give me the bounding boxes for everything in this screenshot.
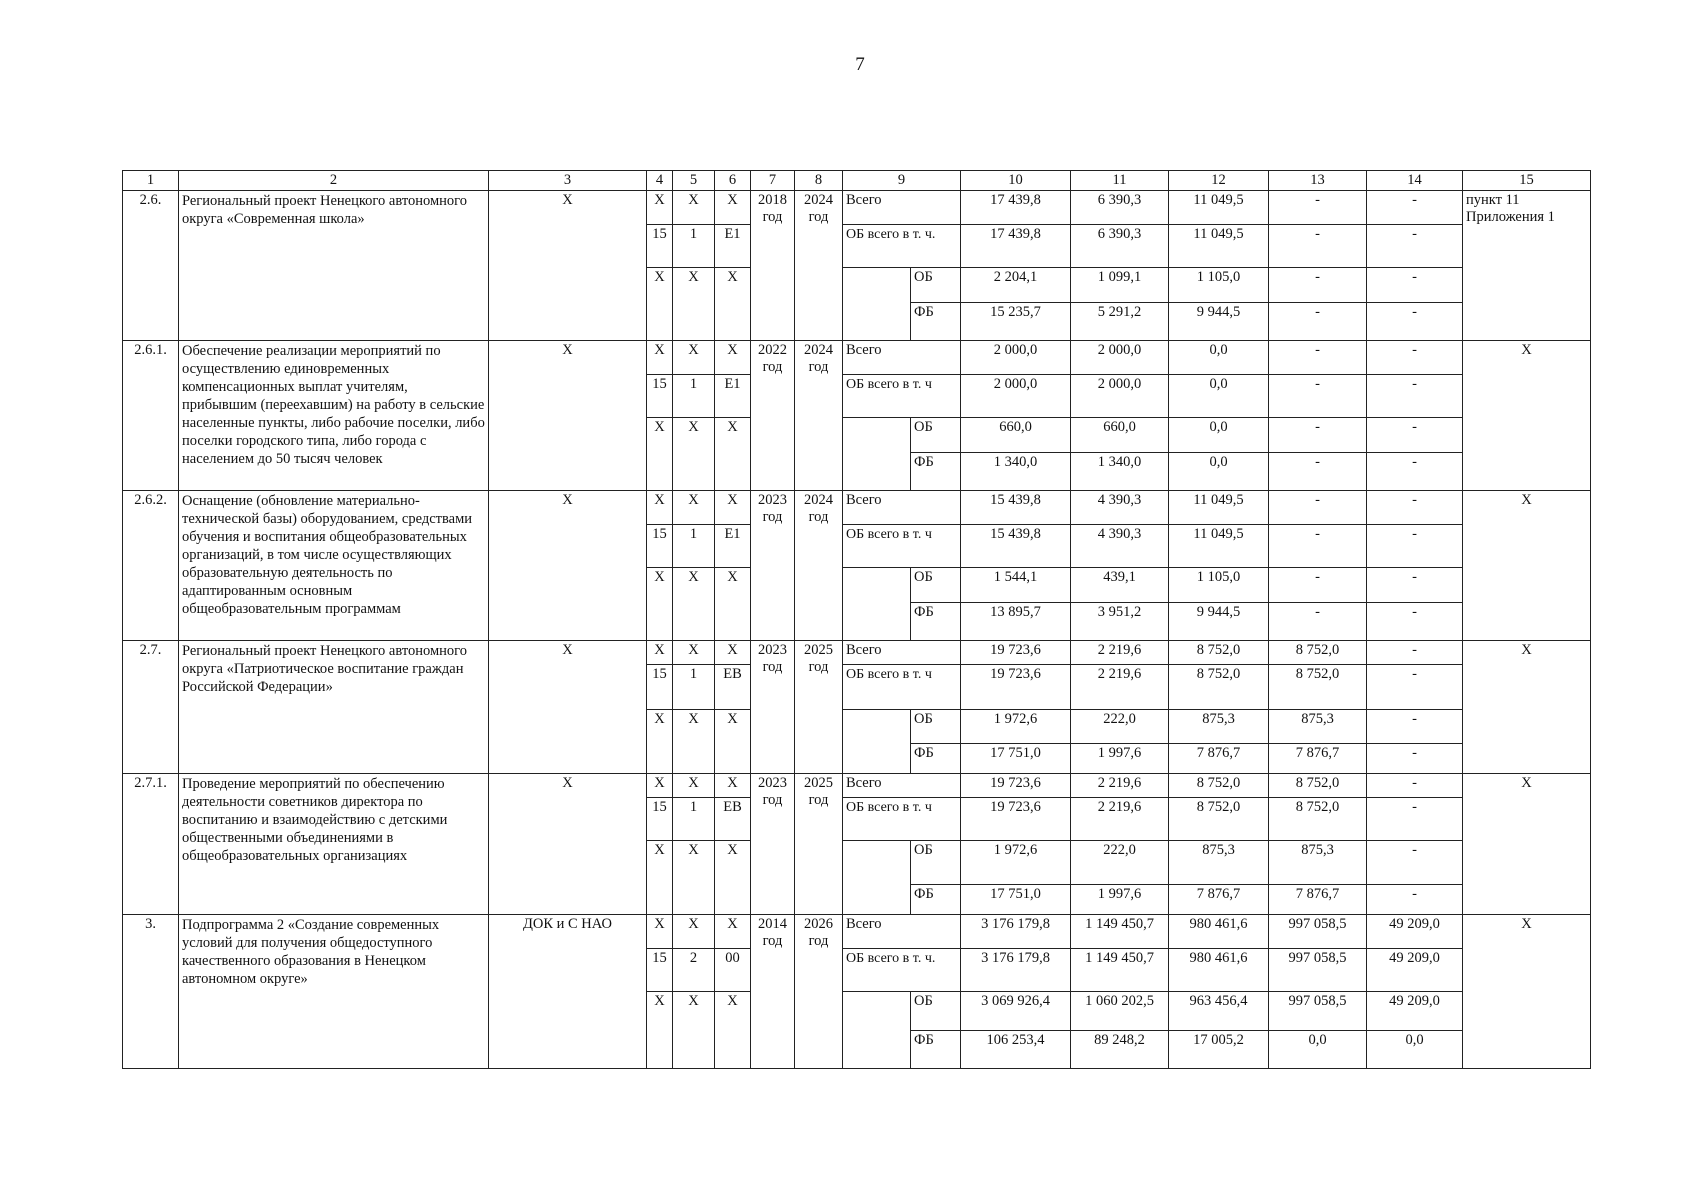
- value-cell: 7 876,7: [1269, 744, 1367, 774]
- value-cell: 11 049,5: [1169, 525, 1269, 568]
- funding-label-total: Всего: [843, 774, 961, 798]
- item-name: Региональный проект Ненецкого автономного округа «Патриотическое воспитание граждан Российской Федерации»: [179, 641, 489, 774]
- header-cell: 9: [843, 171, 961, 191]
- value-cell: 0,0: [1169, 341, 1269, 375]
- header-cell: 1: [123, 171, 179, 191]
- value-cell: -: [1367, 710, 1463, 744]
- value-cell: 19 723,6: [961, 665, 1071, 710]
- value-cell: -: [1367, 191, 1463, 225]
- code-cell: Х: [673, 568, 715, 641]
- value-cell: 1 099,1: [1071, 268, 1169, 303]
- block-row: [123, 341, 1591, 375]
- code-cell: Х: [647, 774, 673, 798]
- value-cell: 8 752,0: [1269, 665, 1367, 710]
- code-cell: 15: [647, 665, 673, 710]
- code-cell: ЕВ: [715, 798, 751, 841]
- code-cell: 1: [673, 375, 715, 418]
- funding-label-total: Всего: [843, 491, 961, 525]
- value-cell: 980 461,6: [1169, 949, 1269, 992]
- header-cell: 14: [1367, 171, 1463, 191]
- value-cell: -: [1367, 641, 1463, 665]
- code-cell: Е1: [715, 225, 751, 268]
- value-cell: 1 340,0: [1071, 453, 1169, 491]
- value-cell: 2 219,6: [1071, 665, 1169, 710]
- value-cell: 222,0: [1071, 710, 1169, 744]
- header-cell: 7: [751, 171, 795, 191]
- value-cell: -: [1269, 191, 1367, 225]
- value-cell: 1 105,0: [1169, 268, 1269, 303]
- value-cell: 660,0: [1071, 418, 1169, 453]
- value-cell: 1 544,1: [961, 568, 1071, 603]
- header-cell: 11: [1071, 171, 1169, 191]
- code-cell: 1: [673, 798, 715, 841]
- end-year: 2025 год: [795, 641, 843, 774]
- responsible-executor: Х: [489, 491, 647, 641]
- value-cell: 8 752,0: [1169, 774, 1269, 798]
- funding-label-fb: ФБ: [911, 1031, 961, 1069]
- funding-label-ob: ОБ: [911, 268, 961, 303]
- code-cell: Х: [715, 841, 751, 915]
- value-cell: 1 972,6: [961, 710, 1071, 744]
- funding-label-ob-total: ОБ всего в т. ч: [843, 798, 961, 841]
- value-cell: -: [1367, 774, 1463, 798]
- funding-label-ob: ОБ: [911, 418, 961, 453]
- value-cell: 8 752,0: [1269, 774, 1367, 798]
- value-cell: 19 723,6: [961, 798, 1071, 841]
- code-cell: 1: [673, 225, 715, 268]
- value-cell: 8 752,0: [1169, 798, 1269, 841]
- responsible-executor: Х: [489, 774, 647, 915]
- value-cell: 15 439,8: [961, 525, 1071, 568]
- page-number: 7: [855, 54, 865, 75]
- value-cell: 5 291,2: [1071, 303, 1169, 341]
- block-row: [123, 915, 1591, 949]
- code-cell: Х: [715, 341, 751, 375]
- code-cell: ЕВ: [715, 665, 751, 710]
- note-cell: Х: [1463, 341, 1591, 491]
- value-cell: 4 390,3: [1071, 491, 1169, 525]
- value-cell: 875,3: [1169, 841, 1269, 885]
- code-cell: Е1: [715, 525, 751, 568]
- value-cell: -: [1269, 375, 1367, 418]
- code-cell: 15: [647, 949, 673, 992]
- value-cell: 439,1: [1071, 568, 1169, 603]
- funding-label-ob: ОБ: [911, 568, 961, 603]
- funding-label-fb: ФБ: [911, 885, 961, 915]
- code-cell: Х: [647, 568, 673, 641]
- start-year: 2018 год: [751, 191, 795, 341]
- item-name: Региональный проект Ненецкого автономного округа «Современная школа»: [179, 191, 489, 341]
- responsible-executor: ДОК и С НАО: [489, 915, 647, 1069]
- funding-label-ob-total: ОБ всего в т. ч: [843, 665, 961, 710]
- value-cell: -: [1269, 603, 1367, 641]
- funding-spacer: [843, 841, 911, 915]
- value-cell: 17 751,0: [961, 885, 1071, 915]
- value-cell: -: [1269, 453, 1367, 491]
- funding-spacer: [843, 268, 911, 341]
- header-cell: 5: [673, 171, 715, 191]
- value-cell: -: [1269, 418, 1367, 453]
- note-cell: Х: [1463, 774, 1591, 915]
- start-year: 2022 год: [751, 341, 795, 491]
- header-cell: 2: [179, 171, 489, 191]
- value-cell: 6 390,3: [1071, 191, 1169, 225]
- funding-label-fb: ФБ: [911, 744, 961, 774]
- note-cell: Х: [1463, 491, 1591, 641]
- code-cell: 00: [715, 949, 751, 992]
- funding-label-total: Всего: [843, 915, 961, 949]
- block-row: [123, 191, 1591, 225]
- code-cell: 15: [647, 525, 673, 568]
- code-cell: Х: [715, 268, 751, 341]
- code-cell: Х: [647, 268, 673, 341]
- header-cell: 6: [715, 171, 751, 191]
- funding-label-ob-total: ОБ всего в т. ч.: [843, 225, 961, 268]
- header-cell: 12: [1169, 171, 1269, 191]
- value-cell: 19 723,6: [961, 774, 1071, 798]
- code-cell: 1: [673, 525, 715, 568]
- header-cell: 15: [1463, 171, 1591, 191]
- item-number: 2.7.: [123, 641, 179, 774]
- value-cell: 875,3: [1269, 841, 1367, 885]
- value-cell: -: [1367, 798, 1463, 841]
- code-cell: Х: [647, 191, 673, 225]
- value-cell: 1 105,0: [1169, 568, 1269, 603]
- value-cell: -: [1269, 341, 1367, 375]
- funding-label-total: Всего: [843, 641, 961, 665]
- block-row: [123, 641, 1591, 665]
- code-cell: Х: [647, 710, 673, 774]
- end-year: 2024 год: [795, 191, 843, 341]
- responsible-executor: Х: [489, 641, 647, 774]
- code-cell: Х: [673, 641, 715, 665]
- value-cell: -: [1367, 268, 1463, 303]
- value-cell: 7 876,7: [1269, 885, 1367, 915]
- code-cell: Х: [647, 341, 673, 375]
- block-row: [123, 774, 1591, 798]
- value-cell: 963 456,4: [1169, 992, 1269, 1031]
- value-cell: 660,0: [961, 418, 1071, 453]
- funding-label-ob: ОБ: [911, 992, 961, 1031]
- item-number: 2.6.2.: [123, 491, 179, 641]
- value-cell: 4 390,3: [1071, 525, 1169, 568]
- value-cell: -: [1367, 568, 1463, 603]
- value-cell: 7 876,7: [1169, 744, 1269, 774]
- code-cell: Х: [715, 568, 751, 641]
- funding-spacer: [843, 992, 911, 1069]
- value-cell: -: [1367, 744, 1463, 774]
- value-cell: 15 235,7: [961, 303, 1071, 341]
- funding-spacer: [843, 568, 911, 641]
- header-cell: 3: [489, 171, 647, 191]
- item-number: 2.6.: [123, 191, 179, 341]
- value-cell: 997 058,5: [1269, 915, 1367, 949]
- responsible-executor: Х: [489, 341, 647, 491]
- value-cell: 17 439,8: [961, 225, 1071, 268]
- header-cell: 4: [647, 171, 673, 191]
- value-cell: -: [1367, 525, 1463, 568]
- value-cell: 17 005,2: [1169, 1031, 1269, 1069]
- code-cell: Х: [715, 641, 751, 665]
- note-cell: Х: [1463, 915, 1591, 1069]
- code-cell: Х: [715, 491, 751, 525]
- funding-label-fb: ФБ: [911, 453, 961, 491]
- value-cell: -: [1269, 568, 1367, 603]
- value-cell: 13 895,7: [961, 603, 1071, 641]
- code-cell: Х: [673, 418, 715, 491]
- code-cell: Х: [715, 710, 751, 774]
- code-cell: 2: [673, 949, 715, 992]
- funding-label-ob-total: ОБ всего в т. ч: [843, 525, 961, 568]
- value-cell: 8 752,0: [1169, 665, 1269, 710]
- code-cell: 15: [647, 375, 673, 418]
- value-cell: 997 058,5: [1269, 949, 1367, 992]
- value-cell: 0,0: [1367, 1031, 1463, 1069]
- value-cell: 2 000,0: [961, 341, 1071, 375]
- code-cell: Х: [673, 491, 715, 525]
- funding-label-ob: ОБ: [911, 710, 961, 744]
- code-cell: Х: [715, 418, 751, 491]
- value-cell: 3 176 179,8: [961, 915, 1071, 949]
- value-cell: -: [1367, 885, 1463, 915]
- end-year: 2024 год: [795, 491, 843, 641]
- value-cell: 997 058,5: [1269, 992, 1367, 1031]
- value-cell: -: [1269, 491, 1367, 525]
- code-cell: Х: [647, 641, 673, 665]
- code-cell: Х: [673, 268, 715, 341]
- end-year: 2024 год: [795, 341, 843, 491]
- item-number: 2.7.1.: [123, 774, 179, 915]
- responsible-executor: Х: [489, 191, 647, 341]
- code-cell: Х: [647, 418, 673, 491]
- value-cell: 3 069 926,4: [961, 992, 1071, 1031]
- item-name: Проведение мероприятий по обеспечению деятельности советников директора по воспитанию и взаимодействию с детскими общественными объединениями в общеобразовательных организациях: [179, 774, 489, 915]
- item-name: Обеспечение реализации мероприятий по осуществлению единовременных компенсационных выплат учителям, прибывшим (переехавшим) на работу в сельские населенные пункты, либо рабочие поселки, либо поселки городского типа, либо города с населением до 50 тысяч человек: [179, 341, 489, 491]
- code-cell: Х: [647, 491, 673, 525]
- block-row: [123, 491, 1591, 525]
- funding-spacer: [843, 418, 911, 491]
- value-cell: 9 944,5: [1169, 603, 1269, 641]
- value-cell: 1 340,0: [961, 453, 1071, 491]
- code-cell: 15: [647, 225, 673, 268]
- value-cell: 17 751,0: [961, 744, 1071, 774]
- value-cell: 2 000,0: [1071, 341, 1169, 375]
- code-cell: Х: [647, 841, 673, 915]
- value-cell: 980 461,6: [1169, 915, 1269, 949]
- value-cell: 6 390,3: [1071, 225, 1169, 268]
- code-cell: Х: [715, 774, 751, 798]
- value-cell: -: [1367, 841, 1463, 885]
- code-cell: Х: [715, 191, 751, 225]
- value-cell: -: [1367, 453, 1463, 491]
- value-cell: 19 723,6: [961, 641, 1071, 665]
- value-cell: 8 752,0: [1269, 641, 1367, 665]
- funding-spacer: [843, 710, 911, 774]
- value-cell: 2 000,0: [1071, 375, 1169, 418]
- funding-label-ob: ОБ: [911, 841, 961, 885]
- funding-label-ob-total: ОБ всего в т. ч: [843, 375, 961, 418]
- value-cell: 49 209,0: [1367, 915, 1463, 949]
- value-cell: 2 219,6: [1071, 798, 1169, 841]
- start-year: 2023 год: [751, 774, 795, 915]
- code-cell: Х: [673, 341, 715, 375]
- value-cell: -: [1367, 341, 1463, 375]
- value-cell: 11 049,5: [1169, 225, 1269, 268]
- item-number: 2.6.1.: [123, 341, 179, 491]
- budget-table: [122, 170, 1591, 1069]
- funding-label-total: Всего: [843, 341, 961, 375]
- value-cell: 17 439,8: [961, 191, 1071, 225]
- header-cell: 8: [795, 171, 843, 191]
- item-number: 3.: [123, 915, 179, 1069]
- start-year: 2023 год: [751, 491, 795, 641]
- value-cell: 7 876,7: [1169, 885, 1269, 915]
- funding-label-total: Всего: [843, 191, 961, 225]
- code-cell: Х: [673, 841, 715, 915]
- funding-label-fb: ФБ: [911, 603, 961, 641]
- value-cell: 11 049,5: [1169, 491, 1269, 525]
- code-cell: Х: [715, 992, 751, 1069]
- end-year: 2025 год: [795, 774, 843, 915]
- value-cell: -: [1367, 418, 1463, 453]
- value-cell: 1 149 450,7: [1071, 949, 1169, 992]
- code-cell: Х: [673, 992, 715, 1069]
- value-cell: -: [1367, 303, 1463, 341]
- value-cell: 3 951,2: [1071, 603, 1169, 641]
- value-cell: 49 209,0: [1367, 992, 1463, 1031]
- value-cell: 1 997,6: [1071, 744, 1169, 774]
- value-cell: -: [1367, 603, 1463, 641]
- code-cell: Х: [673, 915, 715, 949]
- value-cell: -: [1269, 303, 1367, 341]
- note-cell: пункт 11 Приложения 1: [1463, 191, 1591, 341]
- header-row: [123, 171, 1591, 191]
- note-cell: Х: [1463, 641, 1591, 774]
- header-cell: 13: [1269, 171, 1367, 191]
- funding-label-fb: ФБ: [911, 303, 961, 341]
- value-cell: 8 752,0: [1269, 798, 1367, 841]
- value-cell: 2 219,6: [1071, 641, 1169, 665]
- value-cell: -: [1367, 375, 1463, 418]
- value-cell: -: [1269, 268, 1367, 303]
- value-cell: -: [1269, 525, 1367, 568]
- value-cell: 3 176 179,8: [961, 949, 1071, 992]
- value-cell: 2 000,0: [961, 375, 1071, 418]
- value-cell: -: [1367, 225, 1463, 268]
- value-cell: 875,3: [1169, 710, 1269, 744]
- item-name: Оснащение (обновление материально-технической базы) оборудованием, средствами обучения и воспитания общеобразовательных организаций, в том числе осуществляющих образовательную деятельность по адаптированным основным общеобразовательным программам: [179, 491, 489, 641]
- item-name: Подпрограмма 2 «Создание современных условий для получения общедоступного качественного образования в Ненецком автономном округе»: [179, 915, 489, 1069]
- code-cell: Х: [647, 992, 673, 1069]
- code-cell: Е1: [715, 375, 751, 418]
- value-cell: 49 209,0: [1367, 949, 1463, 992]
- value-cell: -: [1367, 491, 1463, 525]
- code-cell: Х: [715, 915, 751, 949]
- value-cell: 0,0: [1269, 1031, 1367, 1069]
- value-cell: 1 997,6: [1071, 885, 1169, 915]
- start-year: 2023 год: [751, 641, 795, 774]
- code-cell: 15: [647, 798, 673, 841]
- value-cell: 2 204,1: [961, 268, 1071, 303]
- code-cell: Х: [647, 915, 673, 949]
- value-cell: 8 752,0: [1169, 641, 1269, 665]
- code-cell: Х: [673, 191, 715, 225]
- value-cell: -: [1269, 225, 1367, 268]
- value-cell: 11 049,5: [1169, 191, 1269, 225]
- value-cell: 0,0: [1169, 453, 1269, 491]
- code-cell: Х: [673, 710, 715, 774]
- code-cell: Х: [673, 774, 715, 798]
- value-cell: 875,3: [1269, 710, 1367, 744]
- code-cell: 1: [673, 665, 715, 710]
- value-cell: 222,0: [1071, 841, 1169, 885]
- value-cell: 106 253,4: [961, 1031, 1071, 1069]
- value-cell: 2 219,6: [1071, 774, 1169, 798]
- value-cell: 0,0: [1169, 418, 1269, 453]
- funding-label-ob-total: ОБ всего в т. ч.: [843, 949, 961, 992]
- value-cell: 1 060 202,5: [1071, 992, 1169, 1031]
- start-year: 2014 год: [751, 915, 795, 1069]
- value-cell: 15 439,8: [961, 491, 1071, 525]
- value-cell: 1 972,6: [961, 841, 1071, 885]
- header-cell: 10: [961, 171, 1071, 191]
- value-cell: -: [1367, 665, 1463, 710]
- value-cell: 9 944,5: [1169, 303, 1269, 341]
- end-year: 2026 год: [795, 915, 843, 1069]
- value-cell: 1 149 450,7: [1071, 915, 1169, 949]
- value-cell: 0,0: [1169, 375, 1269, 418]
- value-cell: 89 248,2: [1071, 1031, 1169, 1069]
